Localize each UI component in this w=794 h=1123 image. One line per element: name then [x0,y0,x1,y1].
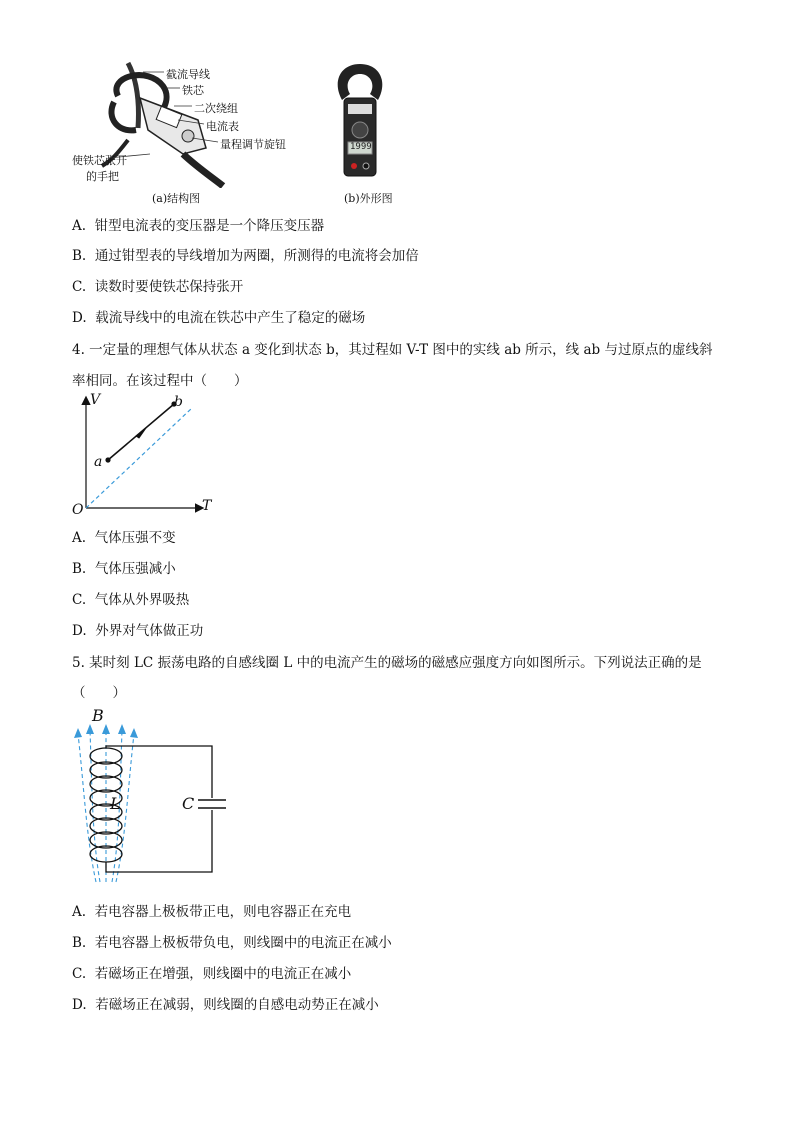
q5-lc-circuit [66,706,236,886]
q3-option-c: C. 读数时要使铁芯保持张开 [72,279,244,295]
label-handle-line2: 的手把 [86,170,119,183]
q4-vt-graph [66,392,226,522]
caption-b: (b)外形图 [344,192,393,205]
label-handle-line1: 使铁芯张开 [72,154,127,167]
q4-option-d: D. 外界对气体做正功 [72,623,204,639]
q3-option-a: A. 钳型电流表的变压器是一个降压变压器 [72,218,325,234]
process-arrow [136,428,146,438]
inductor-label-l: L [110,794,121,813]
label-core: 铁芯 [182,84,204,97]
origin-label: O [72,502,84,518]
point-a-label: a [94,454,103,470]
q4-option-c: C. 气体从外界吸热 [72,592,190,608]
q5-option-a: A. 若电容器上极板带正电，则电容器正在充电 [72,904,352,920]
q5-stem-line1: 5. 某时刻 LC 振荡电路的自感线圈 L 中的电流产生的磁场的磁感应强度方向如图所示。下列说法正确的是 [72,655,702,671]
v-axis-label: V [90,392,101,408]
q3-option-d: D. 载流导线中的电流在铁芯中产生了稳定的磁场 [72,310,366,326]
clamp-exterior-figure [326,62,396,182]
field-label-b: B [92,706,104,725]
q4-option-b: B. 气体压强减小 [72,561,176,577]
q3-option-b: B. 通过钳型表的导线增加为两圈，所测得的电流将会加倍 [72,248,419,264]
point-b-label: b [174,394,183,410]
q4-option-a: A. 气体压强不变 [72,530,176,546]
field-arrowheads [74,724,138,738]
meter-display-value: 1999 [350,142,372,152]
point-a [105,457,110,462]
t-axis-label: T [202,498,212,514]
q5-option-d: D. 若磁场正在减弱，则线圈的自感电动势正在减小 [72,997,379,1013]
caption-a: (a)结构图 [152,192,201,205]
lc-circuit-svg [66,706,236,886]
q4-stem-line1: 4. 一定量的理想气体从状态 a 变化到状态 b，其过程如 V-T 图中的实线 ab 所示，线 ab 与过原点的虚线斜 [72,342,713,358]
capacitor-label-c: C [182,794,195,813]
label-ammeter: 电流表 [206,120,239,133]
q5-option-c: C. 若磁场正在增强，则线圈中的电流正在减小 [72,966,352,982]
label-conductor: 截流导线 [166,68,210,81]
q4-stem-line2: 率相同。在该过程中（ ） [72,373,248,389]
label-secondary: 二次绕组 [194,102,238,115]
q5-option-b: B. 若电容器上极板带负电，则线圈中的电流正在减小 [72,935,392,951]
q5-stem-line2: （ ） [72,685,126,701]
clamp-exterior-drawing [326,62,396,182]
label-knob: 量程调节旋钮 [220,138,286,151]
